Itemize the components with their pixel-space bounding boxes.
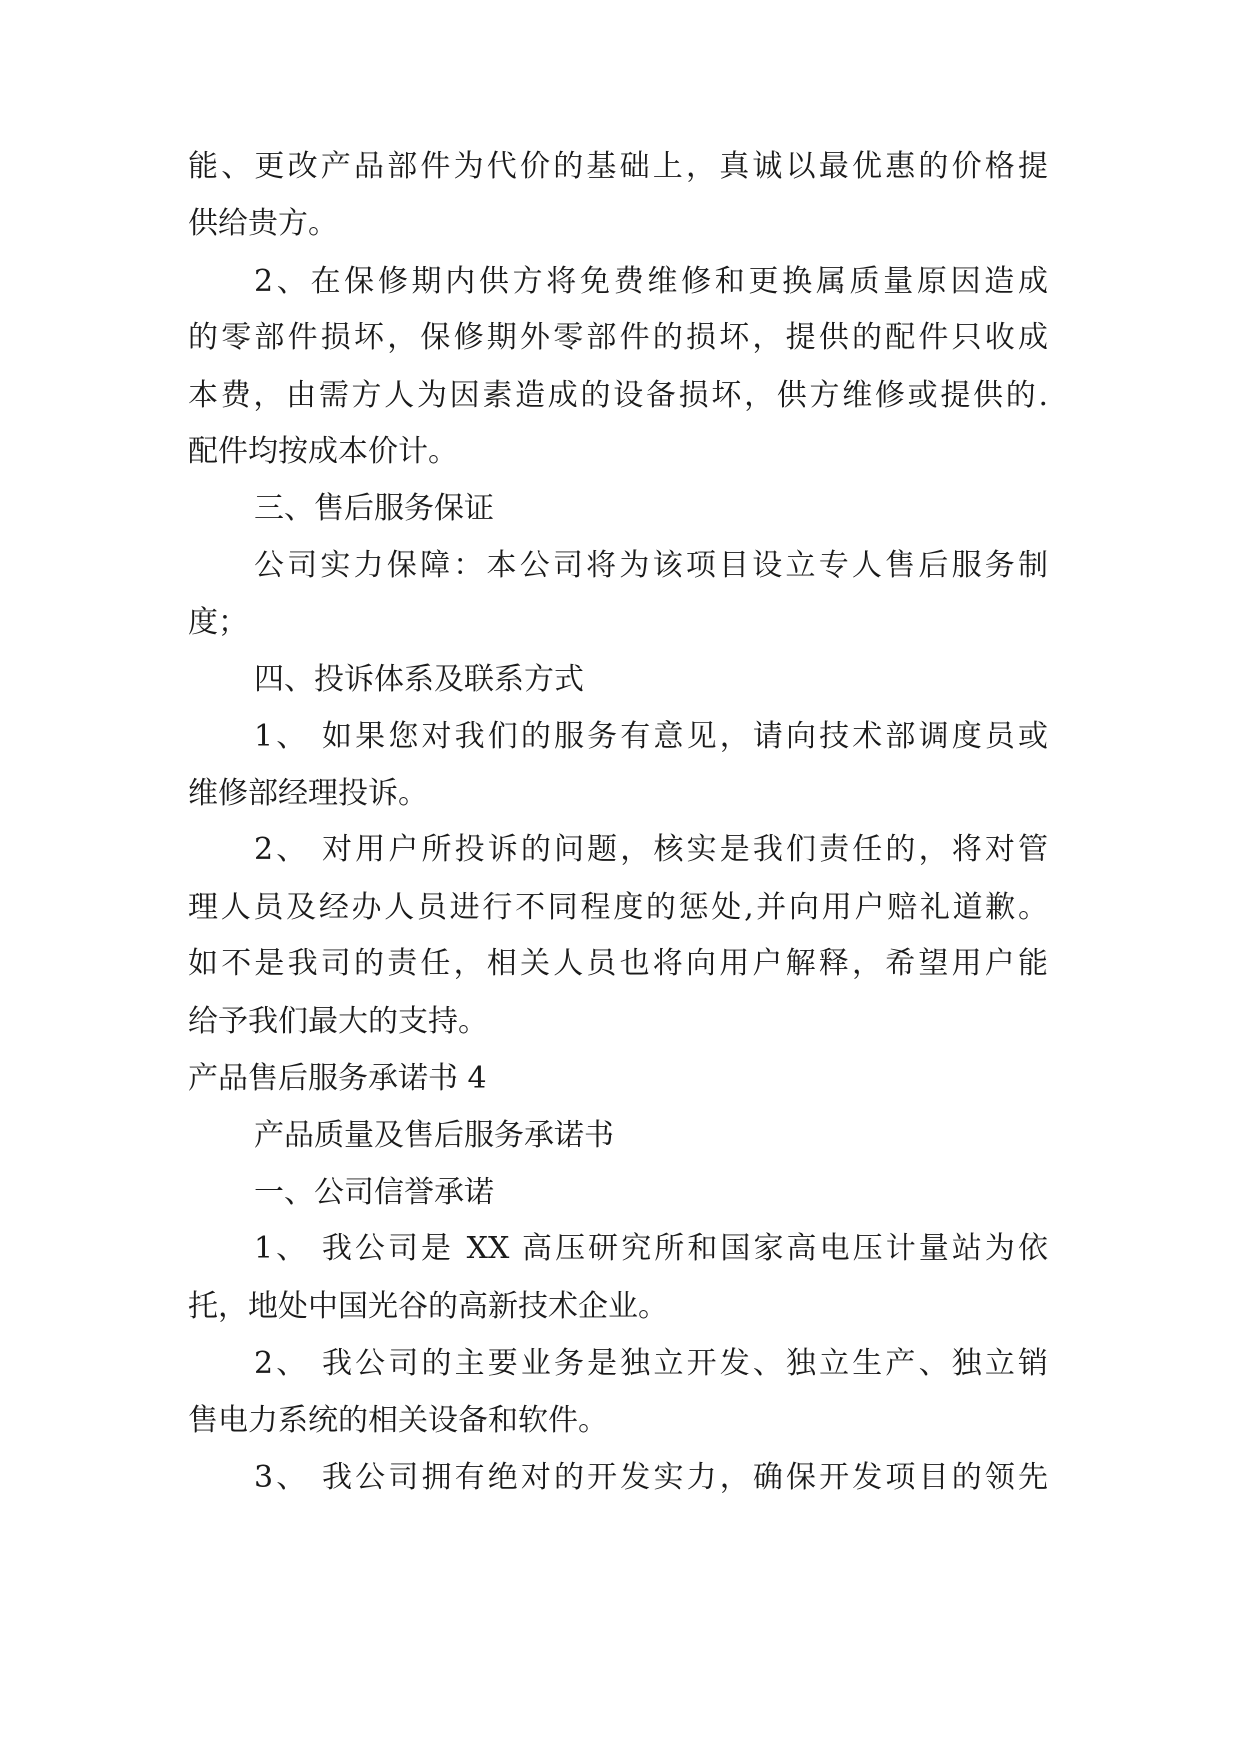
section-heading: 四、投诉体系及联系方式 bbox=[254, 662, 584, 697]
document-subtitle: 产品质量及售后服务承诺书 bbox=[254, 1118, 614, 1153]
paragraph-first-line: 2、 我公司的主要业务是独立开发、独立生产、独立销 bbox=[254, 1346, 1048, 1381]
section-heading: 一、公司信誉承诺 bbox=[254, 1175, 494, 1210]
body-text-line: 的零部件损坏，保修期外零部件的损坏，提供的配件只收成 bbox=[188, 320, 1048, 355]
document-title: 产品售后服务承诺书 4 bbox=[188, 1061, 487, 1096]
body-text-line: 维修部经理投诉。 bbox=[188, 776, 428, 811]
body-text-line: 能、更改产品部件为代价的基础上，真诚以最优惠的价格提 bbox=[188, 149, 1048, 184]
body-text-line: 度； bbox=[188, 605, 248, 640]
body-text-line: 如不是我司的责任，相关人员也将向用户解释，希望用户能 bbox=[188, 946, 1048, 981]
paragraph-first-line: 2、 对用户所投诉的问题，核实是我们责任的，将对管 bbox=[254, 832, 1048, 867]
body-text-line: 配件均按成本价计。 bbox=[188, 434, 458, 469]
body-text-line: 给予我们最大的支持。 bbox=[188, 1004, 488, 1039]
body-text-line: 托，地处中国光谷的高新技术企业。 bbox=[188, 1289, 668, 1324]
body-text-line: 理人员及经办人员进行不同程度的惩处,并向用户赔礼道歉。 bbox=[188, 890, 1048, 925]
paragraph-first-line: 3、 我公司拥有绝对的开发实力，确保开发项目的领先 bbox=[254, 1460, 1048, 1495]
body-text-line: 本费，由需方人为因素造成的设备损坏，供方维修或提供的. bbox=[188, 378, 1048, 413]
paragraph-first-line: 1、 如果您对我们的服务有意见，请向技术部调度员或 bbox=[254, 719, 1048, 754]
paragraph-first-line: 1、 我公司是 XX 高压研究所和国家高电压计量站为依 bbox=[254, 1231, 1048, 1266]
body-text-line: 售电力系统的相关设备和软件。 bbox=[188, 1403, 608, 1438]
section-heading: 三、售后服务保证 bbox=[254, 491, 494, 526]
paragraph-first-line: 2、在保修期内供方将免费维修和更换属质量原因造成 bbox=[254, 264, 1048, 299]
paragraph-first-line: 公司实力保障：本公司将为该项目设立专人售后服务制 bbox=[254, 548, 1048, 583]
body-text-line: 供给贵方。 bbox=[188, 206, 338, 241]
